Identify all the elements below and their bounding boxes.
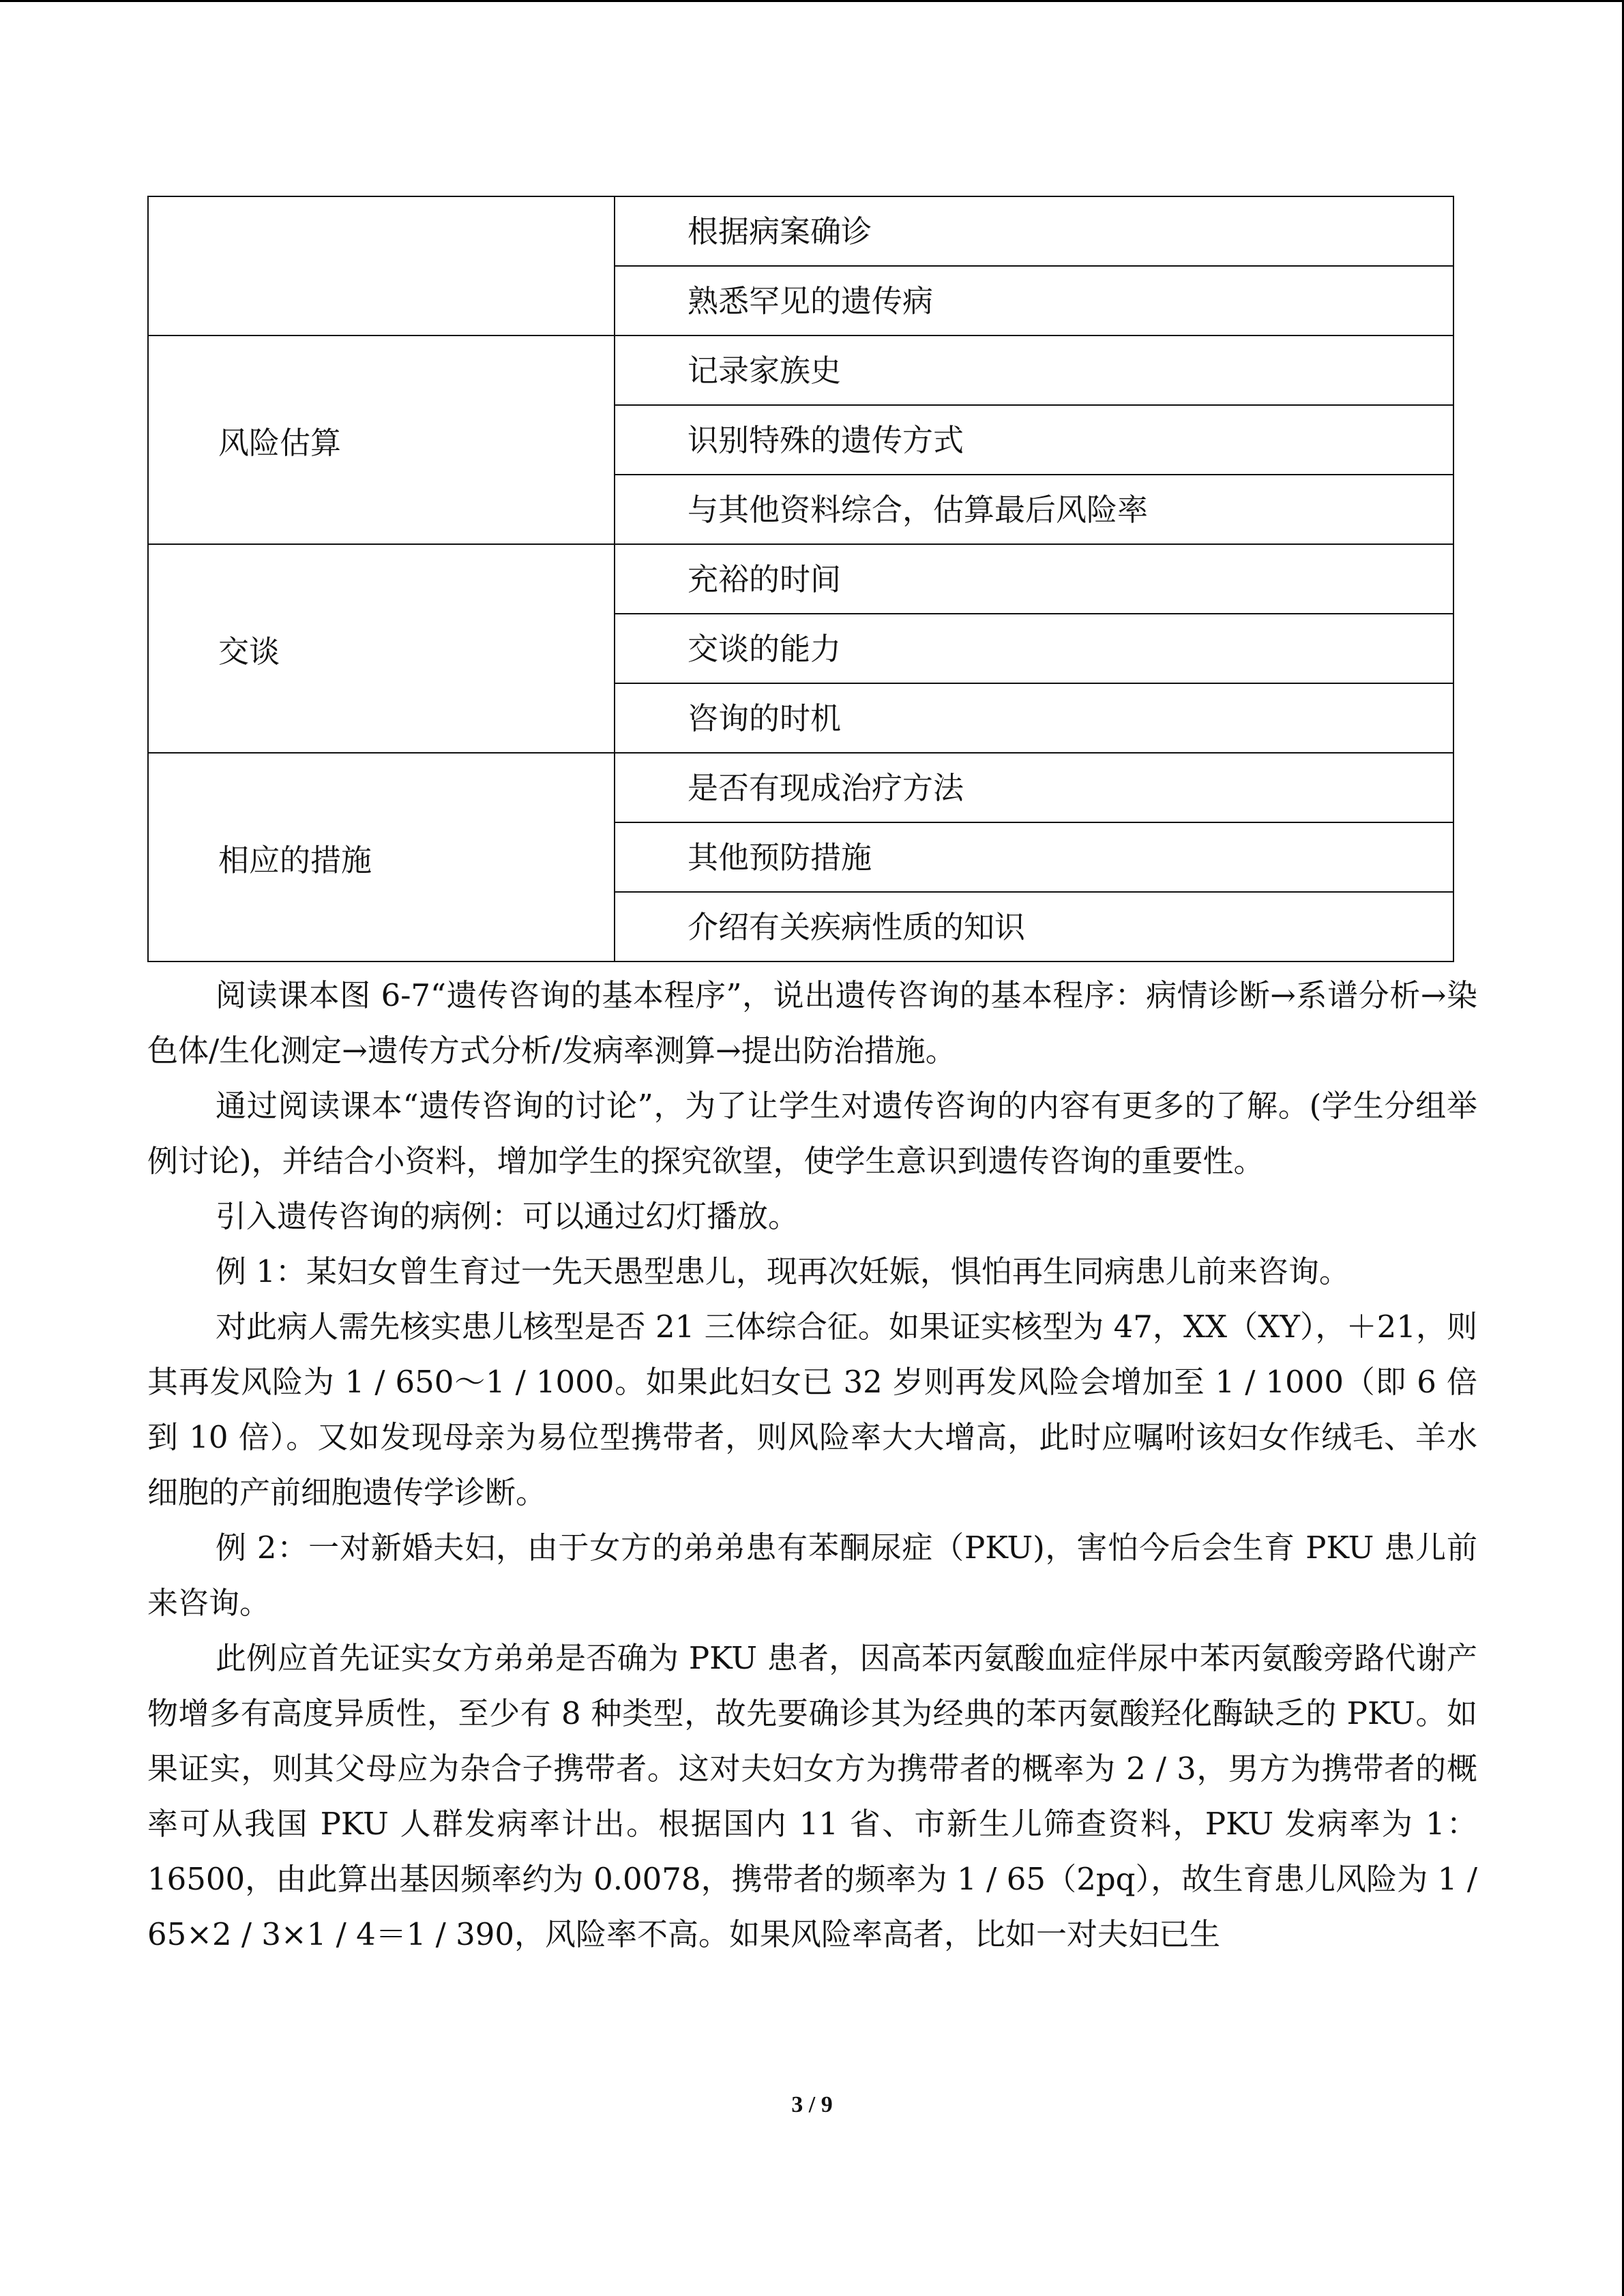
paragraph-example-2: 例 2：一对新婚夫妇，由于女方的弟弟患有苯酮尿症（PKU)，害怕今后会生育 PKU 患儿前来咨询。 [147,1530,1477,1621]
table-item: 记录家族史 [615,336,1453,405]
paragraph-example-1-analysis: 对此病人需先核实患儿核型是否 21 三体综合征。如果证实核型为 47，XX（XY），＋21，则其再发风险为 1 / 650～1 / 1000。如果此妇女已 32 岁则再发风险会增加至 1 / 1000（即 6 倍到 10 倍）。又如发现母亲为易位型携带者，则风险率大大增高，此时应嘱咐该妇女作绒毛、羊水细胞的产前细胞遗传学诊断。 [147,1309,1477,1510]
table-item: 充裕的时间 [615,544,1453,614]
table-row [148,753,1453,822]
paragraph-example-2-analysis: 此例应首先证实女方弟弟是否确为 PKU 患者，因高苯丙氨酸血症伴尿中苯丙氨酸旁路代谢产物增多有高度异质性，至少有 8 种类型，故先要确诊其为经典的苯丙氨酸羟化酶缺乏的 PKU。如果证实，则其父母应为杂合子携带者。这对夫妇女方为携带者的概率为 2 / 3，男方为携带者的概率可从我国 PKU 人群发病率计出。根据国内 11 省、市新生儿筛查资料，PKU 发病率为 1：16500，由此算出基因频率约为 0.0078，携带者的频率为 1 / 65（2pq），故生育患儿风险为 1 / 65×2 / 3×1 / 4＝1 / 390，风险率不高。如果风险率高者，比如一对夫妇已生 [147,1640,1477,1952]
paragraph-example-1: 例 1：某妇女曾生育过一先天愚型患儿，现再次妊娠，惧怕再生同病患儿前来咨询。 [216,1253,1350,1289]
table-item: 介绍有关疾病性质的知识 [615,892,1453,961]
paragraph-discussion: 通过阅读课本“遗传咨询的讨论”，为了让学生对遗传咨询的内容有更多的了解。(学生分组举例讨论)，并结合小资料，增加学生的探究欲望，使学生意识到遗传咨询的重要性。 [147,1088,1477,1179]
table-item: 交谈的能力 [615,614,1453,683]
table-row [148,544,1453,614]
table-item: 是否有现成治疗方法 [615,753,1453,822]
table-row [148,336,1453,405]
table-item: 识别特殊的遗传方式 [615,405,1453,475]
table-item: 与其他资料综合，估算最后风险率 [615,475,1453,544]
body-text [147,968,1477,1962]
paragraph-intro-cases: 引入遗传咨询的病例：可以通过幻灯播放。 [216,1198,799,1234]
paragraph-procedure: 阅读课本图 6-7“遗传咨询的基本程序”，说出遗传咨询的基本程序：病情诊断→系谱分析→染色体/生化测定→遗传方式分析/发病率测算→提出防治措施。 [147,977,1477,1069]
table-item: 根据病案确诊 [615,196,1453,266]
table-row [148,196,1453,266]
procedure-table [147,196,1454,962]
table-category: 相应的措施 [148,753,615,961]
page-border-top [0,0,1624,2]
table-category: 风险估算 [148,336,615,544]
page-number: 3 / 9 [791,2092,833,2117]
table-category: 交谈 [148,544,615,753]
table-item: 熟悉罕见的遗传病 [615,266,1453,336]
table-item: 咨询的时机 [615,683,1453,753]
table-category [148,196,615,336]
table-item: 其他预防措施 [615,822,1453,892]
